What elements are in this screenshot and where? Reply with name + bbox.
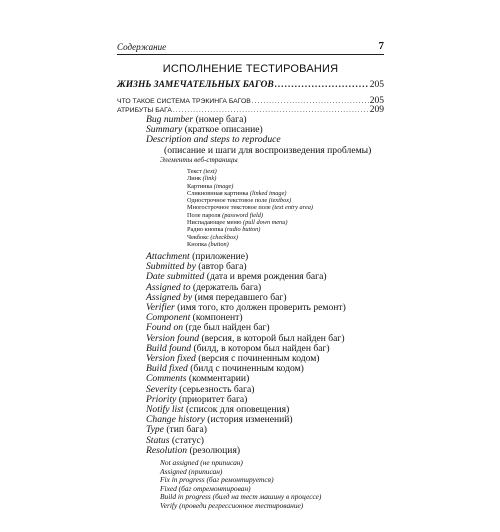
toc-entry-page: 205	[369, 96, 384, 106]
attribute-entry: Change history (история изменений)	[146, 414, 293, 426]
attribute-entry: Priority (приоритет бага)	[146, 393, 248, 405]
resolution-entry: Build in progress (билд на тест машину в процессе)	[160, 492, 322, 501]
attribute-entry: Severity (серьезность бага)	[146, 383, 255, 395]
web-element-entry: Текст (text)	[187, 168, 217, 175]
web-element-entry: Многострочное текстовое поле (text entry area)	[187, 204, 313, 212]
web-elements-heading: Элементы веб-страницы	[160, 156, 238, 164]
web-element-entry: Поле пароля (password field)	[187, 211, 263, 219]
attribute-entry: Build fixed (билд с починенным кодом)	[146, 363, 304, 375]
attribute-list-b	[146, 252, 346, 456]
web-element-entry: Однострочное текстовое поле (textbox)	[187, 197, 292, 205]
resolution-entry: Fixed (баг отремонтирован)	[160, 483, 251, 493]
attribute-entry: Description and steps to reproduce	[146, 134, 281, 146]
toc-leader-dots	[275, 80, 369, 90]
web-element-entry: Линк (link)	[187, 175, 217, 183]
web-element-entry: Радио кнопка (radio button)	[187, 226, 261, 234]
web-elements-list	[187, 168, 313, 248]
toc-entry-text: АТРИБУТЫ БАГА	[117, 107, 172, 114]
attribute-entry: Version fixed (версия с починенным кодом)	[146, 353, 320, 365]
page-number: 7	[378, 40, 384, 52]
resolution-entry: Verify (проведи регрессионное тестирование)	[160, 500, 304, 510]
attribute-entry: Type (тип бага)	[146, 424, 207, 436]
attribute-entry: Assigned to (держатель бага)	[146, 281, 262, 293]
attribute-entry: Component (компонент)	[146, 312, 243, 324]
running-header	[117, 40, 384, 54]
web-element-entry: Ниспадающее меню (pull down menu)	[187, 219, 288, 227]
attribute-entry: Attachment (приложение)	[146, 251, 249, 262]
attribute-entry: Notify list (список для оповещения)	[146, 404, 290, 416]
resolution-list	[160, 459, 321, 510]
header-rule	[117, 54, 384, 55]
resolution-entry: Assigned (приписан)	[160, 466, 223, 476]
attribute-entry: Date submitted (дата и время рождения бага)	[146, 271, 327, 283]
toc-entry-page: 205	[369, 80, 384, 90]
resolution-entry: Not assigned (не приписан)	[160, 458, 243, 467]
attribute-entry: Version found (версия, в которой был найден баг)	[146, 332, 345, 344]
attribute-entry: (описание и шаги для воспроизведения проблемы)	[164, 144, 372, 156]
attribute-entry: Comments (комментарии)	[146, 373, 250, 385]
attribute-entry: Status (статус)	[146, 434, 204, 446]
toc-leader-dots	[252, 98, 369, 105]
web-element-entry: Кнопка (button)	[187, 240, 229, 248]
section-title: ИСПОЛНЕНИЕ ТЕСТИРОВАНИЯ	[162, 63, 339, 75]
toc-leader-dots	[173, 107, 369, 114]
web-element-entry: Картинка (image)	[187, 182, 234, 190]
attribute-entry: Bug number (номер бага)	[146, 114, 247, 125]
running-header-title: Содержание	[117, 42, 167, 52]
attribute-entry: Submitted by (автор бага)	[146, 261, 247, 273]
attribute-entry: Assigned by (имя передавшего баг)	[146, 291, 287, 303]
attribute-entry: Verifier (имя того, кто должен проверить ремонт)	[146, 302, 346, 314]
web-element-entry: Сликновнная картинка (linked image)	[187, 189, 287, 197]
toc-entry-text: ЧТО ТАКОЕ СИСТЕМА ТРЭКИНГА БАГОВ	[117, 98, 251, 105]
attribute-entry: Resolution (резолюция)	[146, 444, 241, 456]
web-element-entry: Чекбокс (checkbox)	[187, 233, 239, 241]
attribute-list-a	[146, 115, 371, 156]
toc-entry-page: 209	[369, 105, 384, 115]
toc-entry-text: ЖИЗНЬ ЗАМЕЧАТЕЛЬНЫХ БАГОВ	[117, 80, 274, 90]
toc-entry-chapter[interactable]	[117, 80, 384, 90]
resolution-entry: Fix in progress (баг ремонтируется)	[160, 475, 274, 484]
attribute-entry: Summary (краткое описание)	[146, 124, 263, 136]
attribute-entry: Found on (где был найден баг)	[146, 322, 270, 334]
attribute-entry: Build found (билд, в котором был найден баг)	[146, 342, 330, 354]
